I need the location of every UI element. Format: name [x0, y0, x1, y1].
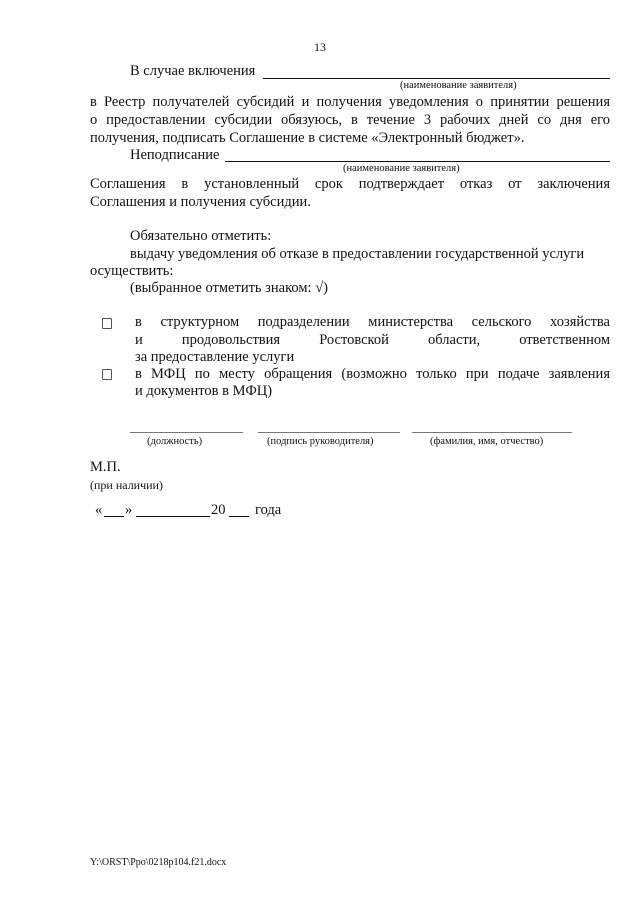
block1-lead: В случае включения — [130, 63, 256, 79]
date-suffix: года — [255, 502, 282, 518]
position-line[interactable] — [130, 432, 243, 433]
page-number: 13 — [314, 40, 326, 54]
option-mfc-line-1: в МФЦ по месту обращения (возможно только при подаче заявления — [135, 366, 610, 382]
option-mfc-checkbox[interactable] — [102, 369, 112, 380]
applicant-name-line-2[interactable] — [225, 161, 610, 162]
applicant-name-line-1[interactable] — [263, 78, 610, 79]
signature-line[interactable] — [258, 432, 400, 433]
notice-line-2: осуществить: — [90, 263, 174, 279]
stamp-note: (при наличии) — [90, 478, 163, 492]
option-ministry-line-2: и продовольствия Ростовской области, ответственном — [135, 332, 610, 348]
notice-heading: Обязательно отметить: — [130, 228, 272, 244]
position-caption: (должность) — [147, 436, 203, 447]
option-mfc-line-2: и документов в МФЦ) — [135, 383, 273, 399]
date-close-quote: » — [125, 502, 133, 518]
option-ministry-checkbox[interactable] — [102, 318, 112, 329]
block1-caption: (наименование заявителя) — [400, 80, 517, 91]
full-name-line[interactable] — [412, 432, 572, 433]
option-ministry-line-3: за предоставление услуги — [135, 349, 295, 365]
date-century: 20 — [211, 502, 226, 518]
date-month-line[interactable] — [136, 516, 210, 517]
block1-line-2: о предоставлении субсидии обязуюсь, в течение 3 рабочих дней со дня его — [90, 112, 610, 128]
date-open-quote: « — [95, 502, 103, 518]
signature-caption: (подпись руководителя) — [267, 436, 374, 447]
block2-lead: Неподписание — [130, 147, 220, 163]
block1-line-3: получения, подписать Соглашение в системе «Электронный бюджет». — [90, 130, 525, 146]
block1-line-1: в Реестр получателей субсидий и получения уведомления о принятии решения — [90, 94, 610, 110]
block2-line-2: Соглашения и получения субсидии. — [90, 194, 311, 210]
full-name-caption: (фамилия, имя, отчество) — [430, 436, 544, 447]
option-ministry-line-1: в структурном подразделении министерства сельского хозяйства — [135, 314, 610, 330]
block2-line-1: Соглашения в установленный срок подтверждает отказ от заключения — [90, 176, 610, 192]
block2-caption: (наименование заявителя) — [343, 163, 460, 174]
date-day-line[interactable] — [104, 516, 124, 517]
notice-line-1: выдачу уведомления об отказе в предоставлении государственной услуги — [130, 246, 585, 262]
footer-file-path: Y:\ORST\Ppo\0218p104.f21.docx — [90, 857, 227, 868]
stamp-label: М.П. — [90, 459, 121, 475]
notice-hint: (выбранное отметить знаком: √) — [130, 280, 328, 296]
date-year-line[interactable] — [229, 516, 249, 517]
